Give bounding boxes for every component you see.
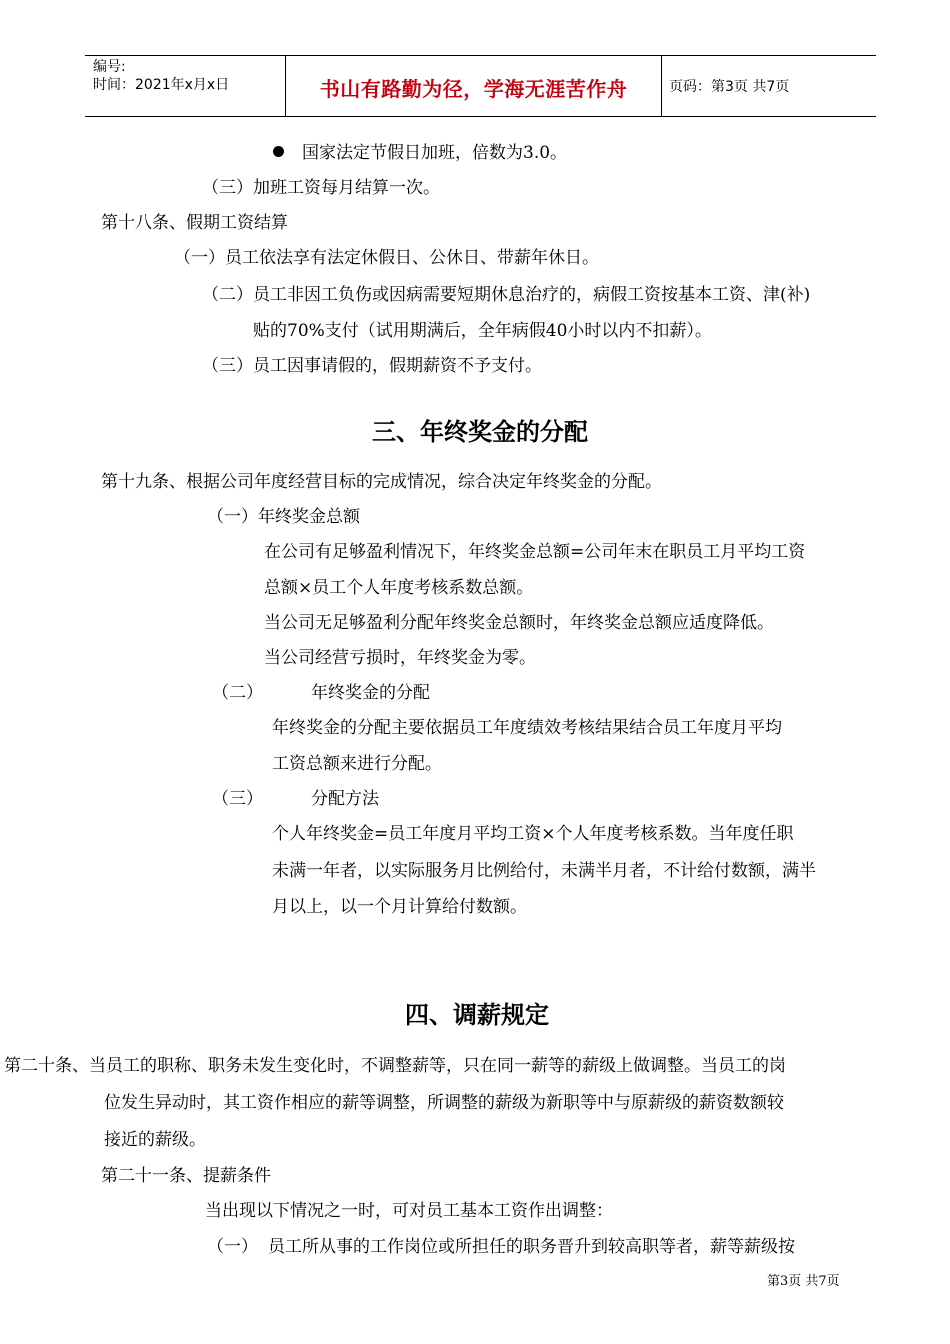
header-time-label: 时间：2021年x月x日 <box>93 77 230 93</box>
body-line: 接近的薪级。 <box>104 1130 206 1150</box>
list-marker: （一） <box>207 1237 258 1257</box>
body-line: 当公司无足够盈利分配年终奖金总额时，年终奖金总额应适度降低。 <box>264 613 774 633</box>
header-page-info: 页码：第3页 共7页 <box>669 79 790 95</box>
page-footer: 第3页 共7页 <box>767 1274 840 1289</box>
body-line: 未满一年者，以实际服务月比例给付，未满半月者，不计给付数额，满半 <box>272 861 816 881</box>
body-line: （三）员工因事请假的，假期薪资不予支付。 <box>202 356 542 376</box>
body-line: （一）年终奖金总额 <box>207 507 360 527</box>
section-heading: 四、调薪规定 <box>405 1000 549 1029</box>
header-meta <box>93 58 229 94</box>
header-number-label: 编号: <box>93 59 126 75</box>
article-title: 第十八条、假期工资结算 <box>101 213 288 233</box>
article-title: 第二十条、当员工的职称、职务未发生变化时，不调整薪等，只在同一薪等的薪级上做调整。当员工的岗 <box>4 1056 786 1076</box>
body-line: 员工所从事的工作岗位或所担任的职务晋升到较高职等者，薪等薪级按 <box>268 1237 795 1257</box>
body-line: 位发生异动时，其工资作相应的薪等调整，所调整的薪级为新职等中与原薪级的薪资数额较 <box>104 1093 784 1113</box>
body-line: （一）员工依法享有法定休假日、公休日、带薪年休日。 <box>174 248 599 268</box>
body-line: 工资总额来进行分配。 <box>272 754 442 774</box>
list-marker: （三） <box>212 789 263 809</box>
body-line: 国家法定节假日加班，倍数为3.0。 <box>302 143 568 163</box>
subsection-title: 分配方法 <box>311 789 379 809</box>
article-title: 第二十一条、提薪条件 <box>101 1166 271 1186</box>
header-motto: 书山有路勤为径，学海无涯苦作舟 <box>319 77 628 101</box>
page-header <box>85 55 876 117</box>
article-title: 第十九条、根据公司年度经营目标的完成情况，综合决定年终奖金的分配。 <box>101 472 662 492</box>
body-line: 年终奖金的分配主要依据员工年度绩效考核结果结合员工年度月平均 <box>272 718 782 738</box>
body-line: 在公司有足够盈利情况下，年终奖金总额=公司年末在职员工月平均工资 <box>264 542 806 562</box>
body-line: 总额×员工个人年度考核系数总额。 <box>264 578 534 598</box>
body-line: 月以上，以一个月计算给付数额。 <box>272 897 527 917</box>
body-line: 当出现以下情况之一时，可对员工基本工资作出调整： <box>205 1201 613 1221</box>
subsection-title: 年终奖金的分配 <box>311 683 430 703</box>
list-marker: （二） <box>212 683 263 703</box>
body-line: （二）员工非因工负伤或因病需要短期休息治疗的，病假工资按基本工资、津(补) <box>202 285 811 305</box>
body-line: 当公司经营亏损时，年终奖金为零。 <box>264 648 536 668</box>
body-line: （三）加班工资每月结算一次。 <box>202 178 440 198</box>
bullet-icon <box>273 146 284 157</box>
body-line: 贴的70%支付（试用期满后，全年病假40小时以内不扣薪）。 <box>253 321 712 341</box>
section-heading: 三、年终奖金的分配 <box>372 417 588 446</box>
body-line: 个人年终奖金=员工年度月平均工资×个人年度考核系数。当年度任职 <box>272 824 794 844</box>
header-divider <box>661 56 662 116</box>
